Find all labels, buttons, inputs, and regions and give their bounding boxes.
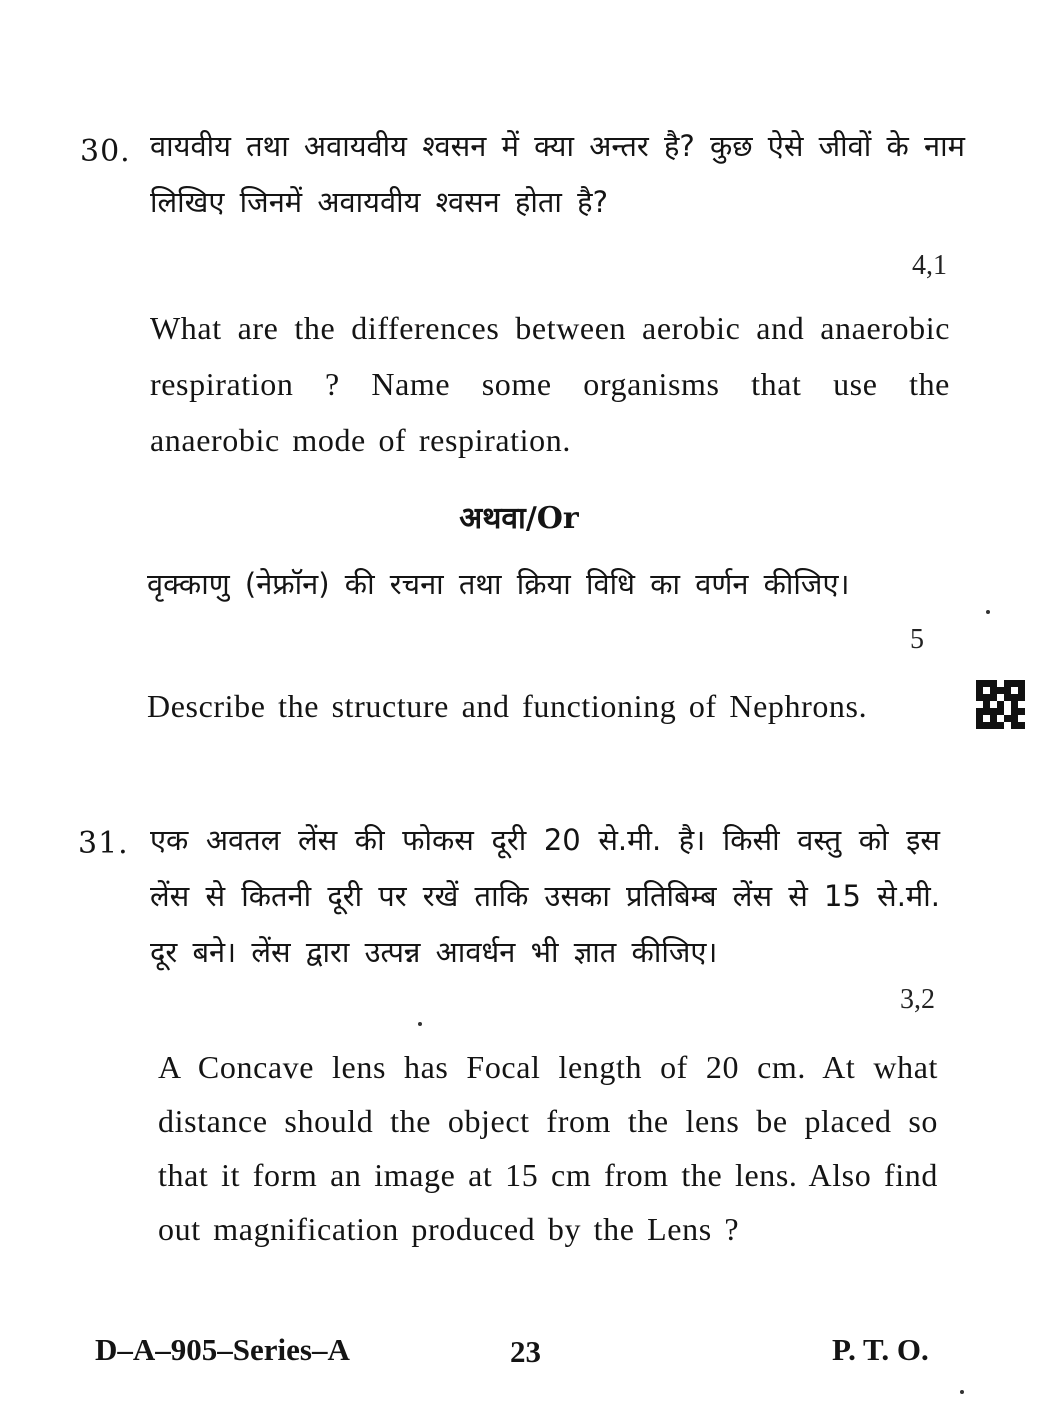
qr-code-icon: [976, 680, 1025, 729]
scan-speck: [418, 1022, 422, 1026]
question-text-hindi: एक अवतल लेंस की फोकस दूरी 20 से.मी. है। किसी वस्तु को इस लेंस से कितनी दूरी पर रखें ताकि उसका प्रतिबिम्ब लेंस से 15 से.मी. दूर बने। लेंस द्वारा उत्पन्न आवर्धन भी ज्ञात कीजिए।: [150, 823, 940, 969]
question-number: 30.: [80, 134, 131, 169]
scan-speck: [986, 610, 990, 614]
question-text-english: A Concave lens has Focal length of 20 cm. At what distance should the object from the lens be placed so that it form an image at 15 cm from the lens. Also find out magnification produced by the Lens ?: [158, 1049, 938, 1247]
or-separator: अथवा/Or: [459, 501, 579, 536]
paper-code: D–A–905–Series–A: [95, 1332, 350, 1367]
question-text-hindi: वायवीय तथा अवायवीय श्वसन में क्या अन्तर है? कुछ ऐसे जीवों के नाम लिखिए जिनमें अवायवीय श्वसन होता है?: [150, 129, 965, 219]
page-number: 23: [510, 1334, 541, 1369]
please-turn-over: P. T. O.: [832, 1332, 929, 1367]
question-number: 31.: [78, 826, 129, 861]
alternative-text-english: Describe the structure and functioning of Nephrons.: [147, 688, 868, 724]
marks: 4,1: [912, 250, 947, 281]
marks: 3,2: [900, 984, 935, 1015]
scan-speck: [960, 1390, 964, 1394]
question-text-english: What are the differences between aerobic and anaerobic respiration ? Name some organisms that use the anaerobic mode of respiration.: [150, 310, 950, 458]
alternative-marks: 5: [910, 624, 924, 655]
alternative-text-hindi: वृक्काणु (नेफ्रॉन) की रचना तथा क्रिया विधि का वर्णन कीजिए।: [147, 567, 850, 601]
